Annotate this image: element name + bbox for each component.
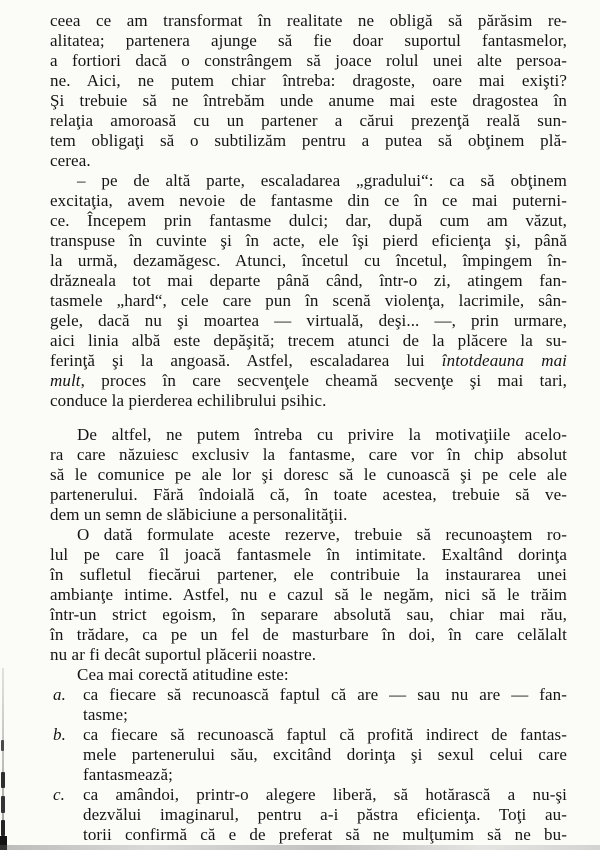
text-line: ceea ce am transformat în realitate ne obligă să părăsim re- (50, 11, 567, 30)
text-line: – pe de altă parte, escaladarea „gradului“: ca să obţinem (77, 171, 567, 190)
text-line: drăzneala tot mai departe până când, într-o zi, atingem fan- (50, 271, 567, 290)
text-line: dezvălui imaginarul, pentru a-i păstra eficienţa. Toţi au- (83, 805, 567, 824)
scan-binding-line (2, 668, 4, 850)
text-line: relaţia amoroasă cu un partener a cărui prezenţă reală sun- (50, 111, 567, 130)
text-line: Şi trebuie să ne întrebăm unde anume mai este dragostea în (50, 91, 567, 110)
scan-binding-blob (1, 796, 5, 813)
list-item-b (50, 725, 567, 785)
text-line: tem obligaţi să o subtilizăm pentru a putea să obţinem plă- (50, 131, 567, 150)
text-line: conduce la pierderea echilibrului psihic. (50, 391, 327, 410)
text-line: alitatea; partenera ajunge să fie doar suportul fantasmelor, (50, 31, 567, 50)
list-item-a (50, 685, 567, 725)
text-line: ca amândoi, printr-o alegere liberă, să hotărască a nu-şi (83, 785, 567, 804)
text-line: partenerului. Fără îndoială că, în toate acestea, trebuie să ve- (50, 485, 567, 504)
text-line: Cea mai corectă atitudine este: (77, 665, 289, 684)
text-line: nu ar fi decât suportul plăcerii noastre. (50, 645, 317, 664)
text-line: De altfel, ne putem întreba cu privire la motivaţiile acelo- (77, 425, 567, 444)
scan-binding-blob (1, 772, 5, 788)
text-line: ambianţe intime. Astfel, nu e cazul să le negăm, nici să le trăim (50, 585, 567, 604)
text-line: transpuse în cuvinte şi în acte, ele îşi pierd eficienţa şi, până (50, 231, 567, 250)
text-line: ferinţă şi la angoasă. Astfel, escaladarea lui întotdeauna mai (50, 351, 567, 370)
text-line: a fortiori dacă o constrângem să joace rolul unei alte persoa- (50, 51, 567, 70)
text-line: în trădare, ca pe un fel de masturbare în doi, în care celălalt (50, 625, 567, 644)
list-marker: a. (53, 685, 66, 704)
scan-binding-blob (1, 740, 4, 751)
text-line: ce. Începem prin fantasme dulci; dar, după cum am văzut, (50, 211, 567, 230)
text-line: ra care năzuiesc exclusiv la fantasme, care vor în chip absolut (50, 445, 567, 464)
text-line: excitaţia, avem nevoie de fantasme din ce în ce mai puterni- (50, 191, 567, 210)
paragraph-spacer (50, 411, 567, 425)
list-marker: c. (53, 785, 65, 804)
text-block (50, 11, 567, 845)
paragraph (50, 525, 567, 665)
text-line: ne. Aici, ne putem chiar întreba: dragoste, oare mai exişti? (50, 71, 567, 90)
scan-binding-blob (1, 820, 5, 836)
text-line: în sufletul fiecărui partener, ele contribuie la instaurarea unei (50, 565, 567, 584)
text-line: mele partenerului său, excitând dorinţa şi sexul celui care (83, 745, 567, 764)
list-marker: b. (53, 725, 66, 744)
text-line: gele, dacă nu şi moartea — virtuală, deşi... —, prin urmare, (50, 311, 567, 330)
paragraph (50, 665, 567, 685)
text-line: tasmele „hard“, cele care pun în scenă violenţa, lacrimile, sân- (50, 291, 567, 310)
text-line: tasme; (83, 705, 128, 724)
text-line: să le comunice pe ale lor şi doresc să le cunoască şi pe cele ale (50, 465, 567, 484)
text-line: mult, proces în care secvenţele cheamă secvenţe şi mai tari, (50, 371, 567, 390)
text-line: într-un strict egoism, în separare absolută sau, chiar mai rău, (50, 605, 567, 624)
paragraph (50, 171, 567, 411)
paragraph (50, 11, 567, 171)
list-item-c (50, 785, 567, 845)
scan-corner-mark (0, 836, 7, 850)
text-line: dem un semn de slăbiciune a personalităţii. (50, 505, 348, 524)
text-line: ca fiecare să recunoască faptul că are — sau nu are — fan- (83, 685, 567, 704)
text-line: ca fiecare să recunoască faptul că profită indirect de fantas- (83, 725, 567, 744)
text-line: torii confirmă că e de preferat să ne mulţumim să ne bu- (83, 825, 567, 844)
text-line: lul pe care îl joacă fantasmele în intimitate. Exaltând dorinţa (50, 545, 567, 564)
text-line: aici linia albă este depăşită; trecem atunci de la plăcere la su- (50, 331, 567, 350)
text-line: O dată formulate aceste rezerve, trebuie să recunoaştem ro- (77, 525, 567, 544)
paragraph (50, 425, 567, 525)
text-line: cerea. (50, 151, 91, 170)
text-line: fantasmează; (83, 765, 173, 784)
scan-bottom-edge (0, 845, 600, 850)
text-line: la urmă, dezamăgesc. Atunci, încetul cu încetul, împingem în- (50, 251, 567, 270)
